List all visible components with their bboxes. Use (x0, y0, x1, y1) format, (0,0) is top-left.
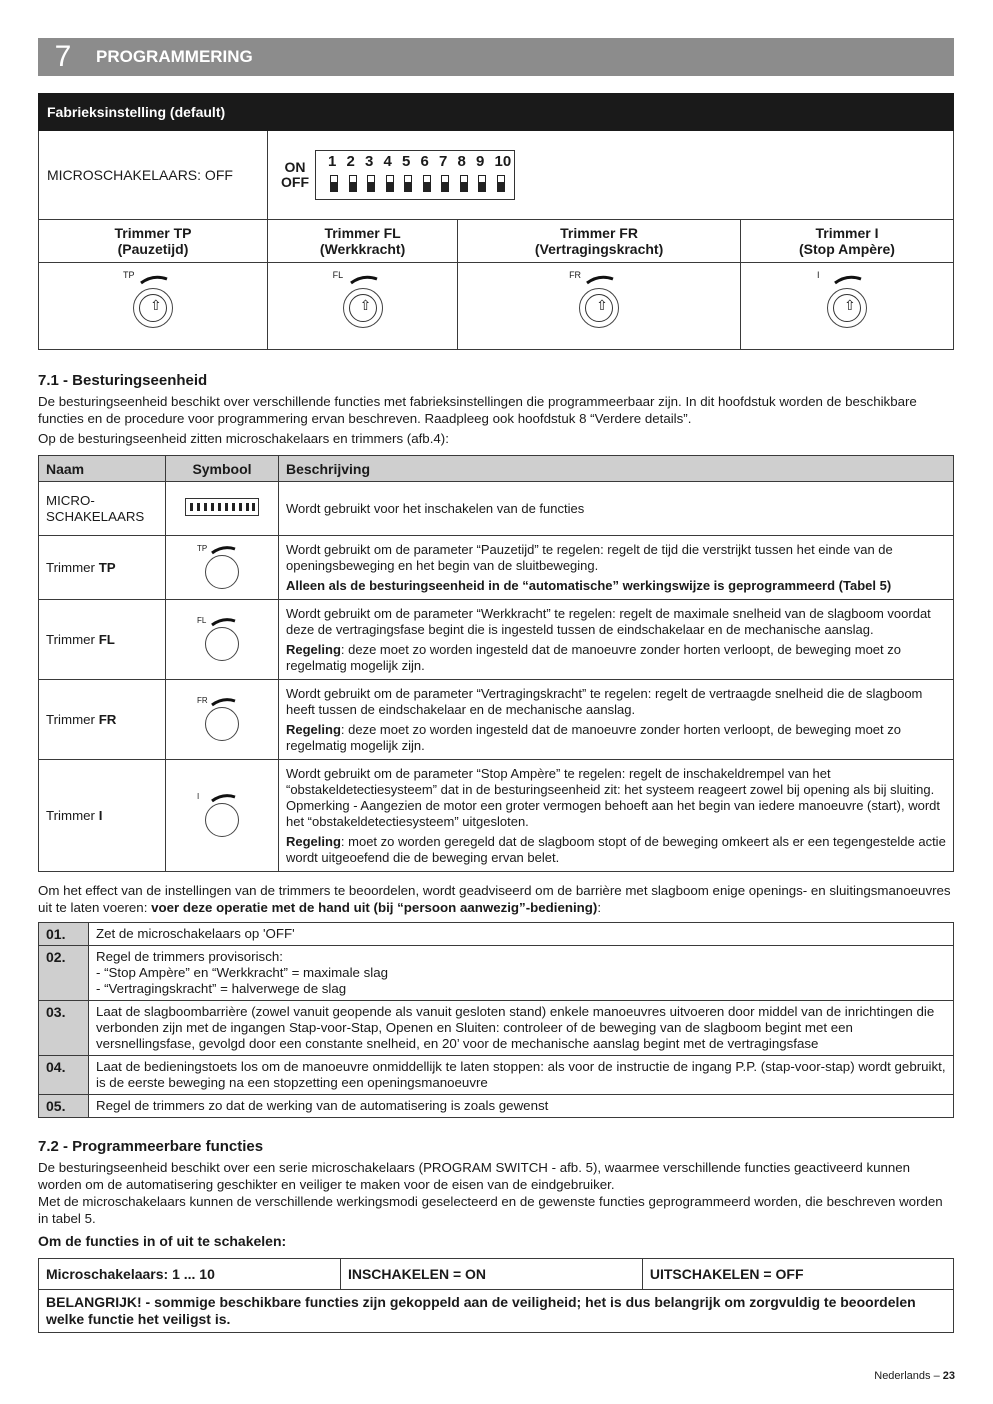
off-label: OFF (281, 174, 309, 190)
page-number: 23 (942, 1370, 955, 1382)
col-header-symbol: Symbool (166, 456, 279, 482)
trimmer-knob-icon: TP ⇧ (123, 274, 183, 334)
trimmer-knob-icon: TP (197, 541, 247, 591)
page-footer: Nederlands – 23 (874, 1370, 955, 1382)
factory-settings-table (38, 93, 954, 350)
dip-switch-off (478, 175, 486, 192)
dip-switch-numbers (328, 153, 513, 170)
switch-number: 6 (420, 153, 429, 170)
components-table (38, 455, 954, 872)
paragraph: De besturingseenheid beschikt over een serie microschakelaars (PROGRAM SWITCH - afb. 5), waarmee verschillende functies geactiveerd kunnen worden om de automatisering geschikter en veiliger te maken voor de eisen van de eindgebruiker. (38, 1160, 911, 1192)
step-text: Regel de trimmers zo dat de werking van de automatisering is zoals gewenst (89, 1095, 954, 1118)
trimmer-tp-heading: Trimmer TP (Pauzetijd) (39, 220, 268, 263)
dip-switch-off (497, 175, 505, 192)
row-description: Wordt gebruikt om de parameter “Werkkracht” te regelen: regelt de maximale snelheid van de slagboom voordat deze de vertragingsfase begint die is ingesteld tussen de eindschakelaar en de mechanische aanslag. (286, 605, 931, 637)
steps-intro: Om het effect van de instellingen van de trimmers te beoordelen, wordt geadviseerd om de barrière met slagboom enige openings- en sluitingsmanoeuvres uit te laten voeren: voer deze operatie met de hand uit (bij “persoon aanwezig”-bediening): (38, 883, 951, 915)
row-description: Wordt gebruikt om de parameter “Pauzetijd” te regelen: regelt de tijd die verstrijkt tussen het einde van de openingsbeweging en het begin van de sluitbeweging. (286, 541, 893, 573)
row-description: Wordt gebruikt voor het inschakelen van de functies (286, 500, 585, 516)
row-regeling: Regeling: moet zo worden geregeld dat de slagboom stopt of de beweging omkeert als er een tegengestelde actie wordt uitgeoefend die de beweging ervan belet. (286, 833, 946, 865)
manual-page (38, 38, 954, 1333)
trimmer-fl-heading: Trimmer FL (Werkkracht) (268, 220, 458, 263)
trimmer-fr-heading: Trimmer FR (Vertragingskracht) (458, 220, 741, 263)
step-number: 02. (39, 946, 89, 1001)
dip-switch-off (386, 175, 394, 192)
row-regeling: Regeling: deze moet zo worden ingesteld dat de manoeuvre zonder horten verloopt, de beweging moet zo regelmatig mogelijk zijn. (286, 721, 901, 753)
switch-number: 8 (457, 153, 466, 170)
step-number: 04. (39, 1056, 89, 1095)
step-text: Laat de slagboombarrière (zowel vanuit geopende als vanuit gesloten stand) enkele manoeuvres uitvoeren door middel van de inrichtingen die verbonden zijn met de ingangen Stap-voor-Stap, Openen en Sluiten: controleer of de beweging van de slagboom begint met een versnellingsfase, gevolgd door een constante snelheid, en 20’ voor de mechanische aanslag begint met de vertragingsfase (89, 1001, 954, 1056)
dip-switch-off (441, 175, 449, 192)
switch-number: 2 (346, 153, 355, 170)
dip-switch-block (315, 150, 515, 200)
paragraph: De besturingseenheid beschikt over verschillende functies met fabrieksinstellingen die programmeerbaar zijn. In dit hoofdstuk worden de beschikbare functies en de procedure voor programmering ervan beschreven. Raadpleeg ook hoofdstuk 8 “Verdere details”. (38, 394, 917, 426)
row-name: Trimmer FL (39, 600, 166, 680)
switch-number: 9 (476, 153, 485, 170)
dip-switch-off (349, 175, 357, 192)
step-number: 05. (39, 1095, 89, 1118)
trimmer-knob-icon: FR ⇧ (569, 274, 629, 334)
step-number: 01. (39, 923, 89, 946)
row-name: Trimmer TP (39, 536, 166, 600)
disable-label: UITSCHAKELEN = OFF (642, 1259, 953, 1290)
step-text: Zet de microschakelaars op 'OFF' (89, 923, 954, 946)
paragraph: Met de microschakelaars kunnen de verschillende werkingsmodi geselecteerd en de gewenste functies geprogrammeerd worden, die beschreven worden in tabel 5. (38, 1194, 943, 1226)
row-regeling: Regeling: deze moet zo worden ingesteld dat de manoeuvre zonder horten verloopt, de beweging moet zo regelmatig mogelijk zijn. (286, 641, 901, 673)
switch-range: Microschakelaars: 1 ... 10 (39, 1259, 341, 1290)
switch-number: 3 (365, 153, 374, 170)
switch-number: 1 (328, 153, 337, 170)
row-name: MICRO-SCHAKELAARS (39, 482, 166, 536)
microswitch-symbol-icon (185, 498, 259, 516)
step-number: 03. (39, 1001, 89, 1056)
dip-switch-off (404, 175, 412, 192)
steps-table (38, 922, 954, 1118)
microswitch-default-label: MICROSCHAKELAARS: OFF (39, 131, 268, 220)
dip-switch-cell (268, 131, 954, 220)
row-name: Trimmer FR (39, 680, 166, 760)
switch-number: 10 (494, 153, 512, 170)
on-label: ON (284, 159, 306, 175)
switch-number: 4 (383, 153, 392, 170)
trimmer-i-heading: Trimmer I (Stop Ampère) (740, 220, 953, 263)
trimmer-knob-icon: FL ⇧ (333, 274, 393, 334)
section-title: 7.1 - Besturingseenheid (38, 372, 208, 389)
enable-label: INSCHAKELEN = ON (340, 1259, 642, 1290)
factory-header: Fabrieksinstelling (default) (39, 94, 954, 131)
switch-number: 7 (439, 153, 448, 170)
dip-switch-off (423, 175, 431, 192)
chapter-number: 7 (54, 40, 72, 73)
row-name: Trimmer I (39, 760, 166, 872)
row-description: Wordt gebruikt om de parameter “Vertragingskracht” te regelen: regelt de vertraagde snelheid die de slagboom heeft tussen de eindschakelaar en de mechanische aanslag. (286, 685, 923, 717)
col-header-name: Naam (39, 456, 166, 482)
switch-table (38, 1258, 954, 1333)
dip-switch-off (330, 175, 338, 192)
subheading: Om de functies in of uit te schakelen: (38, 1233, 287, 1249)
chapter-header (38, 38, 954, 76)
trimmer-knob-icon: FL (197, 613, 247, 663)
paragraph: Op de besturingseenheid zitten microschakelaars en trimmers (afb.4): (38, 431, 449, 446)
step-text: Laat de bedieningstoets los om de manoeuvre onmiddellijk te laten stoppen: als voor de instructie de ingang P.P. (stap-voor-stap) wordt gebruikt, is de eerste beweging na een stopzetting een openingsmanoeuvre (89, 1056, 954, 1095)
dip-switch-off (460, 175, 468, 192)
trimmer-knob-icon: FR (197, 693, 247, 743)
trimmer-knob-icon: I (197, 789, 247, 839)
row-note: Alleen als de besturingseenheid in de “automatische” werkingswijze is geprogrammeerd (Tabel 5) (286, 577, 892, 593)
switch-number: 5 (402, 153, 411, 170)
step-text: Regel de trimmers provisorisch: - “Stop Ampère” en “Werkkracht” = maximale slag - “Vertragingskracht” = halverwege de slag (89, 946, 954, 1001)
row-description: Wordt gebruikt om de parameter “Stop Ampère” te regelen: regelt de inschakeldrempel van het “obstakeldetectiesysteem” dat in de besturingseenheid zit: het systeem reageert zowel bij opening als bij sluiting. Opmerking - Aangezien de motor een groter vermogen behoeft aan het begin van iedere manoeuvre (start), wordt het “obstakeldetectiesysteem” uitgesloten. (286, 765, 940, 829)
trimmer-knob-icon: I ⇧ (817, 274, 877, 334)
dip-switch-off (367, 175, 375, 192)
chapter-title: PROGRAMMERING (96, 47, 253, 66)
col-header-description: Beschrijving (279, 456, 954, 482)
warning-text: BELANGRIJK! - sommige beschikbare functies zijn gekoppeld aan de veiligheid; het is dus belangrijk om zorgvuldig te beoordelen welke functie het veiligst is. (39, 1290, 954, 1333)
section-title: 7.2 - Programmeerbare functies (38, 1138, 264, 1155)
